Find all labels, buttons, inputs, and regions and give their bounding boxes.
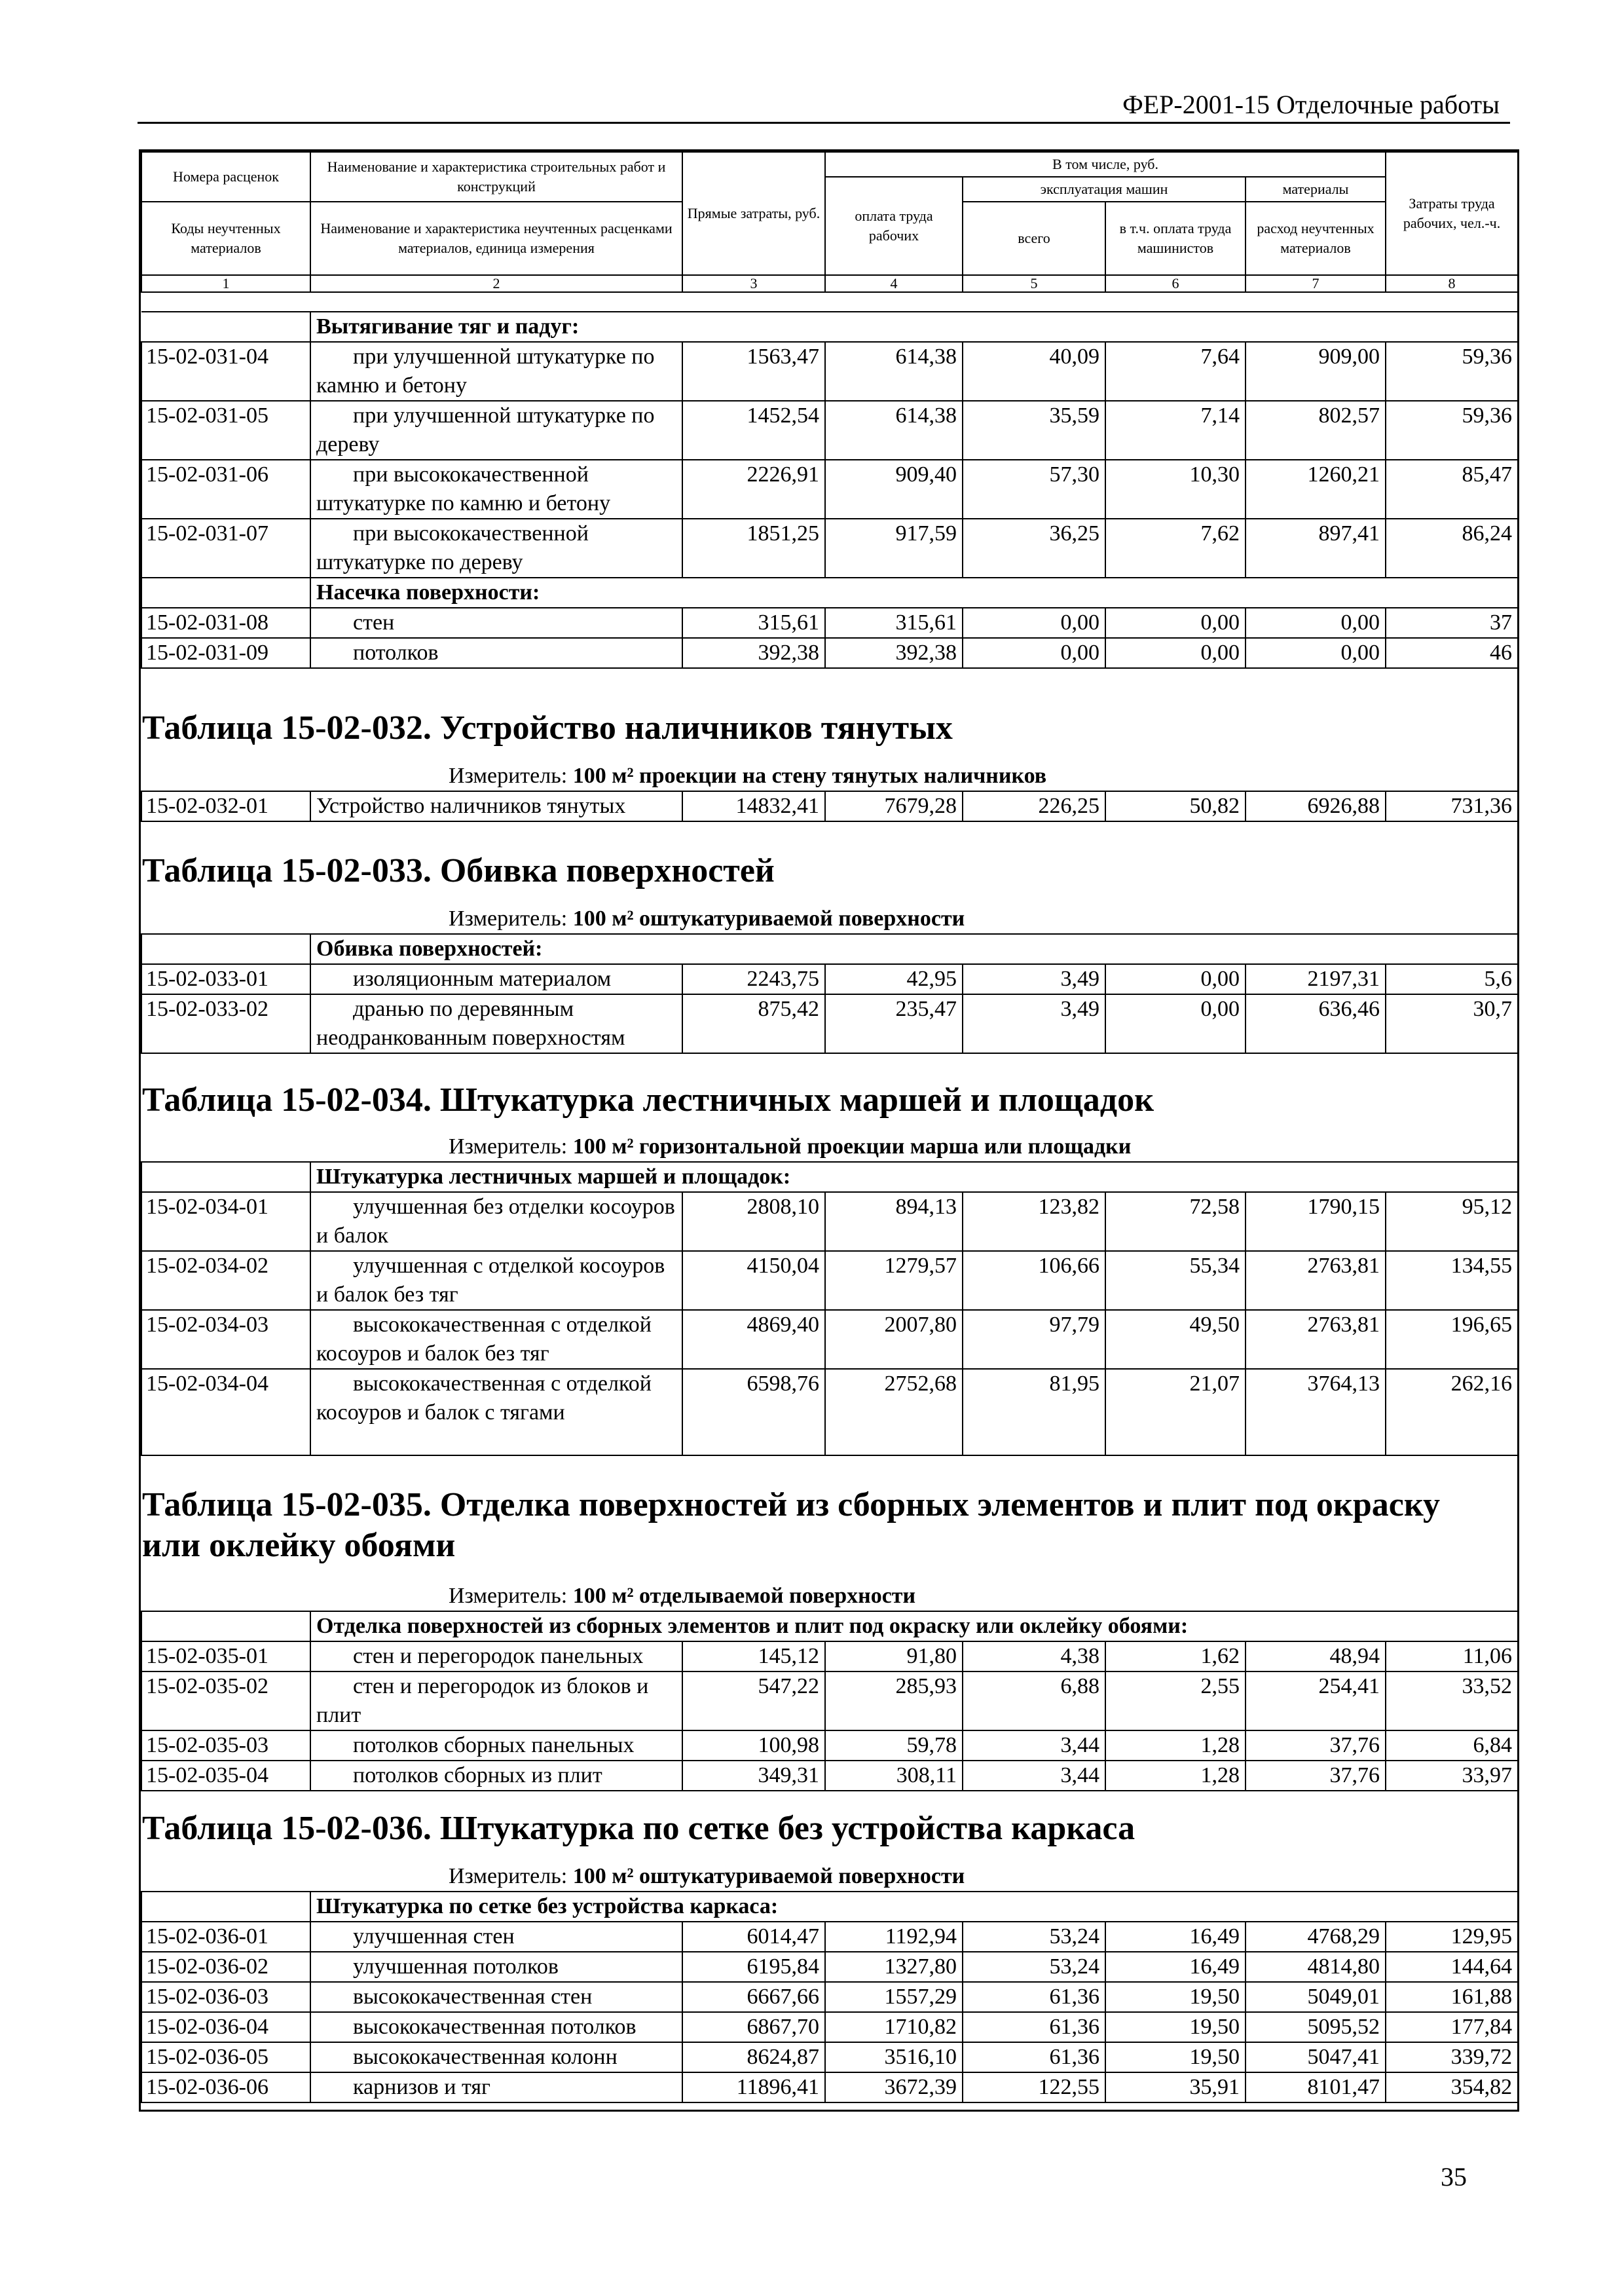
labor-pay: 917,59 bbox=[825, 519, 963, 578]
machines-total: 3,49 bbox=[963, 964, 1105, 994]
labor-hours: 129,95 bbox=[1386, 1922, 1518, 1952]
machines-total: 106,66 bbox=[963, 1251, 1105, 1310]
measure-line: Измеритель: 100 м² горизонтальной проекции марша или площадки bbox=[449, 1134, 1132, 1159]
work-name: улучшенная без отделки косоуров и балок bbox=[310, 1192, 682, 1251]
table-row bbox=[141, 519, 1518, 578]
direct-cost: 547,22 bbox=[682, 1671, 825, 1730]
machines-total: 36,25 bbox=[963, 519, 1105, 578]
labor-pay: 91,80 bbox=[825, 1641, 963, 1671]
labor-pay: 285,93 bbox=[825, 1671, 963, 1730]
table-row bbox=[141, 401, 1518, 460]
labor-hours: 161,88 bbox=[1386, 1982, 1518, 2012]
machinist-pay: 1,28 bbox=[1105, 1730, 1246, 1761]
table-title: Таблица 15-02-036. Штукатурка по сетке без устройства каркаса bbox=[142, 1810, 1135, 1847]
section-header: Штукатурка по сетке без устройства каркаса: bbox=[310, 1892, 1518, 1922]
labor-pay: 614,38 bbox=[825, 401, 963, 460]
materials: 37,76 bbox=[1246, 1761, 1386, 1791]
materials: 3764,13 bbox=[1246, 1369, 1386, 1455]
machinist-pay: 10,30 bbox=[1105, 460, 1246, 519]
labor-hours: 30,7 bbox=[1386, 994, 1518, 1053]
labor-pay: 42,95 bbox=[825, 964, 963, 994]
table-row bbox=[141, 1369, 1518, 1455]
labor-hours: 6,84 bbox=[1386, 1730, 1518, 1761]
materials: 8101,47 bbox=[1246, 2072, 1386, 2102]
labor-pay: 392,38 bbox=[825, 638, 963, 668]
machines-total: 35,59 bbox=[963, 401, 1105, 460]
col-header-oplata: оплата труда рабочих bbox=[825, 177, 963, 275]
machinist-pay: 1,62 bbox=[1105, 1641, 1246, 1671]
machinist-pay: 16,49 bbox=[1105, 1952, 1246, 1982]
work-name: при улучшенной штукатурке по дереву bbox=[310, 401, 682, 460]
work-name: высококачественная колонн bbox=[310, 2042, 682, 2072]
table-row bbox=[141, 638, 1518, 668]
direct-cost: 349,31 bbox=[682, 1761, 825, 1791]
work-name: стен и перегородок панельных bbox=[310, 1641, 682, 1671]
work-name: изоляционным материалом bbox=[310, 964, 682, 994]
materials: 636,46 bbox=[1246, 994, 1386, 1053]
direct-cost: 1563,47 bbox=[682, 342, 825, 401]
direct-cost: 315,61 bbox=[682, 608, 825, 638]
table-032-body bbox=[141, 791, 1519, 822]
column-header-table bbox=[141, 151, 1519, 293]
rate-code: 15-02-034-03 bbox=[141, 1310, 310, 1369]
table-033-body bbox=[141, 933, 1519, 1054]
labor-pay: 909,40 bbox=[825, 460, 963, 519]
machinist-pay: 7,62 bbox=[1105, 519, 1246, 578]
labor-pay: 315,61 bbox=[825, 608, 963, 638]
col-number: 4 bbox=[825, 275, 963, 292]
direct-cost: 8624,87 bbox=[682, 2042, 825, 2072]
machinist-pay: 35,91 bbox=[1105, 2072, 1246, 2102]
table-row bbox=[141, 2042, 1518, 2072]
labor-hours: 177,84 bbox=[1386, 2012, 1518, 2042]
machines-total: 53,24 bbox=[963, 1922, 1105, 1952]
direct-cost: 1452,54 bbox=[682, 401, 825, 460]
direct-cost: 392,38 bbox=[682, 638, 825, 668]
direct-cost: 14832,41 bbox=[682, 791, 825, 821]
materials: 1260,21 bbox=[1246, 460, 1386, 519]
materials: 5095,52 bbox=[1246, 2012, 1386, 2042]
work-name: стен bbox=[310, 608, 682, 638]
machinist-pay: 7,64 bbox=[1105, 342, 1246, 401]
labor-hours: 262,16 bbox=[1386, 1369, 1518, 1455]
direct-cost: 1851,25 bbox=[682, 519, 825, 578]
table-row bbox=[141, 1641, 1518, 1671]
machines-total: 61,36 bbox=[963, 2042, 1105, 2072]
machines-total: 226,25 bbox=[963, 791, 1105, 821]
machinist-pay: 16,49 bbox=[1105, 1922, 1246, 1952]
measure-line: Измеритель: 100 м² оштукатуриваемой поверхности bbox=[449, 906, 965, 931]
machines-total: 122,55 bbox=[963, 2072, 1105, 2102]
table-row bbox=[141, 964, 1518, 994]
work-name: улучшенная стен bbox=[310, 1922, 682, 1952]
machinist-pay: 21,07 bbox=[1105, 1369, 1246, 1455]
rate-code: 15-02-031-05 bbox=[141, 401, 310, 460]
materials: 254,41 bbox=[1246, 1671, 1386, 1730]
labor-hours: 11,06 bbox=[1386, 1641, 1518, 1671]
work-name: высококачественная потолков bbox=[310, 2012, 682, 2042]
rate-code: 15-02-036-03 bbox=[141, 1982, 310, 2012]
table-title: Таблица 15-02-032. Устройство наличников тянутых bbox=[142, 709, 953, 747]
materials: 0,00 bbox=[1246, 608, 1386, 638]
col-header-v-tom-chisle: В том числе, руб. bbox=[825, 152, 1386, 177]
rate-code: 15-02-032-01 bbox=[141, 791, 310, 821]
col-header-pryamye: Прямые затраты, руб. bbox=[682, 152, 825, 275]
section-header: Насечка поверхности: bbox=[310, 578, 1518, 608]
machines-total: 97,79 bbox=[963, 1310, 1105, 1369]
machines-total: 3,44 bbox=[963, 1761, 1105, 1791]
materials: 2763,81 bbox=[1246, 1251, 1386, 1310]
labor-pay: 1327,80 bbox=[825, 1952, 963, 1982]
labor-hours: 5,6 bbox=[1386, 964, 1518, 994]
rate-code: 15-02-031-09 bbox=[141, 638, 310, 668]
rate-code: 15-02-036-01 bbox=[141, 1922, 310, 1952]
rate-code: 15-02-035-03 bbox=[141, 1730, 310, 1761]
rate-code: 15-02-035-01 bbox=[141, 1641, 310, 1671]
machinist-pay: 19,50 bbox=[1105, 2042, 1246, 2072]
machines-total: 3,49 bbox=[963, 994, 1105, 1053]
table-title: Таблица 15-02-033. Обивка поверхностей bbox=[142, 852, 775, 889]
work-name: высококачественная стен bbox=[310, 1982, 682, 2012]
labor-hours: 731,36 bbox=[1386, 791, 1518, 821]
table-row bbox=[141, 1761, 1518, 1791]
machinist-pay: 72,58 bbox=[1105, 1192, 1246, 1251]
labor-pay: 59,78 bbox=[825, 1730, 963, 1761]
table-row bbox=[141, 608, 1518, 638]
rate-code: 15-02-031-08 bbox=[141, 608, 310, 638]
col-header-materialy: материалы bbox=[1246, 177, 1386, 202]
work-name: потолков сборных панельных bbox=[310, 1730, 682, 1761]
document-frame bbox=[139, 149, 1519, 2112]
measure-line: Измеритель: 100 м² оштукатуриваемой поверхности bbox=[449, 1864, 965, 1888]
machines-total: 123,82 bbox=[963, 1192, 1105, 1251]
machinist-pay: 0,00 bbox=[1105, 964, 1246, 994]
labor-pay: 1557,29 bbox=[825, 1982, 963, 2012]
rate-code: 15-02-031-06 bbox=[141, 460, 310, 519]
section-header: Обивка поверхностей: bbox=[310, 934, 1518, 964]
table-row bbox=[141, 994, 1518, 1053]
labor-pay: 1279,57 bbox=[825, 1251, 963, 1310]
col-header-zatraty: Затраты труда рабочих, чел.-ч. bbox=[1386, 152, 1518, 275]
work-name: потолков сборных из плит bbox=[310, 1761, 682, 1791]
machines-total: 57,30 bbox=[963, 460, 1105, 519]
materials: 909,00 bbox=[1246, 342, 1386, 401]
table-row bbox=[141, 460, 1518, 519]
labor-hours: 37 bbox=[1386, 608, 1518, 638]
machinist-pay: 19,50 bbox=[1105, 1982, 1246, 2012]
labor-pay: 614,38 bbox=[825, 342, 963, 401]
direct-cost: 6598,76 bbox=[682, 1369, 825, 1455]
page-number: 35 bbox=[1441, 2162, 1467, 2192]
col-number: 6 bbox=[1105, 275, 1246, 292]
direct-cost: 4869,40 bbox=[682, 1310, 825, 1369]
direct-cost: 11896,41 bbox=[682, 2072, 825, 2102]
machinist-pay: 0,00 bbox=[1105, 608, 1246, 638]
machines-total: 4,38 bbox=[963, 1641, 1105, 1671]
materials: 5049,01 bbox=[1246, 1982, 1386, 2012]
rate-code: 15-02-036-04 bbox=[141, 2012, 310, 2042]
col-header-rashod: расход неучтенных материалов bbox=[1246, 202, 1386, 275]
table-row bbox=[141, 791, 1518, 821]
labor-pay: 7679,28 bbox=[825, 791, 963, 821]
direct-cost: 145,12 bbox=[682, 1641, 825, 1671]
labor-hours: 85,47 bbox=[1386, 460, 1518, 519]
rate-code: 15-02-036-06 bbox=[141, 2072, 310, 2102]
labor-hours: 33,52 bbox=[1386, 1671, 1518, 1730]
labor-pay: 2007,80 bbox=[825, 1310, 963, 1369]
machines-total: 0,00 bbox=[963, 608, 1105, 638]
table-row bbox=[141, 2012, 1518, 2042]
labor-hours: 86,24 bbox=[1386, 519, 1518, 578]
table-row bbox=[141, 1251, 1518, 1310]
measure-line: Измеритель: 100 м² отделываемой поверхности bbox=[449, 1584, 916, 1608]
labor-hours: 59,36 bbox=[1386, 401, 1518, 460]
materials: 2763,81 bbox=[1246, 1310, 1386, 1369]
table-title: Таблица 15-02-035. Отделка поверхностей из сборных элементов и плит под окраску или оклейку обоями bbox=[142, 1486, 1441, 1564]
rate-code: 15-02-033-01 bbox=[141, 964, 310, 994]
col-header-vsego: всего bbox=[963, 202, 1105, 275]
page-header-title: ФЕР-2001-15 Отделочные работы bbox=[1122, 90, 1500, 119]
materials: 37,76 bbox=[1246, 1730, 1386, 1761]
labor-pay: 3672,39 bbox=[825, 2072, 963, 2102]
rate-code: 15-02-031-04 bbox=[141, 342, 310, 401]
direct-cost: 6014,47 bbox=[682, 1922, 825, 1952]
direct-cost: 4150,04 bbox=[682, 1251, 825, 1310]
page-header bbox=[138, 90, 1510, 124]
rate-code: 15-02-035-04 bbox=[141, 1761, 310, 1791]
col-number: 5 bbox=[963, 275, 1105, 292]
direct-cost: 100,98 bbox=[682, 1730, 825, 1761]
labor-hours: 59,36 bbox=[1386, 342, 1518, 401]
col-number: 3 bbox=[682, 275, 825, 292]
table-row bbox=[141, 1982, 1518, 2012]
machinist-pay: 19,50 bbox=[1105, 2012, 1246, 2042]
labor-pay: 1710,82 bbox=[825, 2012, 963, 2042]
rate-code: 15-02-036-05 bbox=[141, 2042, 310, 2072]
machinist-pay: 50,82 bbox=[1105, 791, 1246, 821]
rate-code: 15-02-033-02 bbox=[141, 994, 310, 1053]
machinist-pay: 7,14 bbox=[1105, 401, 1246, 460]
machinist-pay: 55,34 bbox=[1105, 1251, 1246, 1310]
table-036-body bbox=[141, 1891, 1519, 2103]
measure-line: Измеритель: 100 м² проекции на стену тянутых наличников bbox=[449, 764, 1047, 788]
col-number: 1 bbox=[141, 275, 310, 292]
table-row bbox=[141, 1310, 1518, 1369]
col-header-vtch: в т.ч. оплата труда машинистов bbox=[1105, 202, 1246, 275]
table-row bbox=[141, 2072, 1518, 2102]
work-name: потолков bbox=[310, 638, 682, 668]
labor-pay: 1192,94 bbox=[825, 1922, 963, 1952]
labor-pay: 308,11 bbox=[825, 1761, 963, 1791]
labor-hours: 339,72 bbox=[1386, 2042, 1518, 2072]
col-header-kody: Коды неучтенных материалов bbox=[141, 202, 310, 275]
machines-total: 61,36 bbox=[963, 2012, 1105, 2042]
direct-cost: 2243,75 bbox=[682, 964, 825, 994]
work-name: стен и перегородок из блоков и плит bbox=[310, 1671, 682, 1730]
machines-total: 3,44 bbox=[963, 1730, 1105, 1761]
direct-cost: 6195,84 bbox=[682, 1952, 825, 1982]
rate-code: 15-02-034-02 bbox=[141, 1251, 310, 1310]
col-header-naim: Наименование и характеристика строительных работ и конструкций bbox=[310, 152, 682, 202]
table-title: Таблица 15-02-034. Штукатурка лестничных маршей и площадок bbox=[142, 1081, 1154, 1119]
machines-total: 61,36 bbox=[963, 1982, 1105, 2012]
machinist-pay: 0,00 bbox=[1105, 638, 1246, 668]
labor-hours: 134,55 bbox=[1386, 1251, 1518, 1310]
materials: 802,57 bbox=[1246, 401, 1386, 460]
machinist-pay: 2,55 bbox=[1105, 1671, 1246, 1730]
rate-code: 15-02-035-02 bbox=[141, 1671, 310, 1730]
section-header: Отделка поверхностей из сборных элементов и плит под окраску или оклейку обоями: bbox=[310, 1611, 1518, 1641]
direct-cost: 6867,70 bbox=[682, 2012, 825, 2042]
machines-total: 81,95 bbox=[963, 1369, 1105, 1455]
table-row bbox=[141, 1922, 1518, 1952]
machinist-pay: 49,50 bbox=[1105, 1310, 1246, 1369]
col-number: 8 bbox=[1386, 275, 1518, 292]
materials: 4768,29 bbox=[1246, 1922, 1386, 1952]
table-031-body bbox=[141, 311, 1519, 669]
materials: 1790,15 bbox=[1246, 1192, 1386, 1251]
direct-cost: 2808,10 bbox=[682, 1192, 825, 1251]
table-row bbox=[141, 1671, 1518, 1730]
materials: 5047,41 bbox=[1246, 2042, 1386, 2072]
labor-pay: 3516,10 bbox=[825, 2042, 963, 2072]
table-035-body bbox=[141, 1611, 1519, 1791]
work-name: карнизов и тяг bbox=[310, 2072, 682, 2102]
labor-hours: 144,64 bbox=[1386, 1952, 1518, 1982]
table-row bbox=[141, 1952, 1518, 1982]
machines-total: 6,88 bbox=[963, 1671, 1105, 1730]
machines-total: 53,24 bbox=[963, 1952, 1105, 1982]
work-name: при улучшенной штукатурке по камню и бетону bbox=[310, 342, 682, 401]
direct-cost: 2226,91 bbox=[682, 460, 825, 519]
work-name: дранью по деревянным неодранкованным поверхностям bbox=[310, 994, 682, 1053]
labor-pay: 2752,68 bbox=[825, 1369, 963, 1455]
rate-code: 15-02-036-02 bbox=[141, 1952, 310, 1982]
labor-pay: 235,47 bbox=[825, 994, 963, 1053]
work-name: улучшенная с отделкой косоуров и балок без тяг bbox=[310, 1251, 682, 1310]
materials: 2197,31 bbox=[1246, 964, 1386, 994]
rate-code: 15-02-034-01 bbox=[141, 1192, 310, 1251]
materials: 897,41 bbox=[1246, 519, 1386, 578]
table-034-body bbox=[141, 1161, 1519, 1456]
materials: 0,00 bbox=[1246, 638, 1386, 668]
materials: 4814,80 bbox=[1246, 1952, 1386, 1982]
labor-hours: 33,97 bbox=[1386, 1761, 1518, 1791]
table-row bbox=[141, 342, 1518, 401]
col-header-naim2: Наименование и характеристика неучтенных расценками материалов, единица измерения bbox=[310, 202, 682, 275]
col-number: 2 bbox=[310, 275, 682, 292]
direct-cost: 6667,66 bbox=[682, 1982, 825, 2012]
machines-total: 40,09 bbox=[963, 342, 1105, 401]
work-name: высококачественная с отделкой косоуров и балок без тяг bbox=[310, 1310, 682, 1369]
work-name: Устройство наличников тянутых bbox=[310, 791, 682, 821]
machinist-pay: 1,28 bbox=[1105, 1761, 1246, 1791]
col-number: 7 bbox=[1246, 275, 1386, 292]
labor-hours: 196,65 bbox=[1386, 1310, 1518, 1369]
section-header: Штукатурка лестничных маршей и площадок: bbox=[310, 1162, 1518, 1192]
labor-hours: 354,82 bbox=[1386, 2072, 1518, 2102]
section-header: Вытягивание тяг и падуг: bbox=[310, 312, 1518, 342]
machinist-pay: 0,00 bbox=[1105, 994, 1246, 1053]
work-name: улучшенная потолков bbox=[310, 1952, 682, 1982]
labor-hours: 95,12 bbox=[1386, 1192, 1518, 1251]
work-name: при высококачественной штукатурке по дереву bbox=[310, 519, 682, 578]
col-header-ekspl: эксплуатация машин bbox=[963, 177, 1246, 202]
rate-code: 15-02-034-04 bbox=[141, 1369, 310, 1455]
direct-cost: 875,42 bbox=[682, 994, 825, 1053]
materials: 48,94 bbox=[1246, 1641, 1386, 1671]
labor-pay: 894,13 bbox=[825, 1192, 963, 1251]
work-name: при высококачественной штукатурке по камню и бетону bbox=[310, 460, 682, 519]
labor-hours: 46 bbox=[1386, 638, 1518, 668]
rate-code: 15-02-031-07 bbox=[141, 519, 310, 578]
materials: 6926,88 bbox=[1246, 791, 1386, 821]
table-row bbox=[141, 1730, 1518, 1761]
machines-total: 0,00 bbox=[963, 638, 1105, 668]
work-name: высококачественная с отделкой косоуров и балок с тягами bbox=[310, 1369, 682, 1455]
table-row bbox=[141, 1192, 1518, 1251]
col-header-nomera: Номера расценок bbox=[141, 152, 310, 202]
